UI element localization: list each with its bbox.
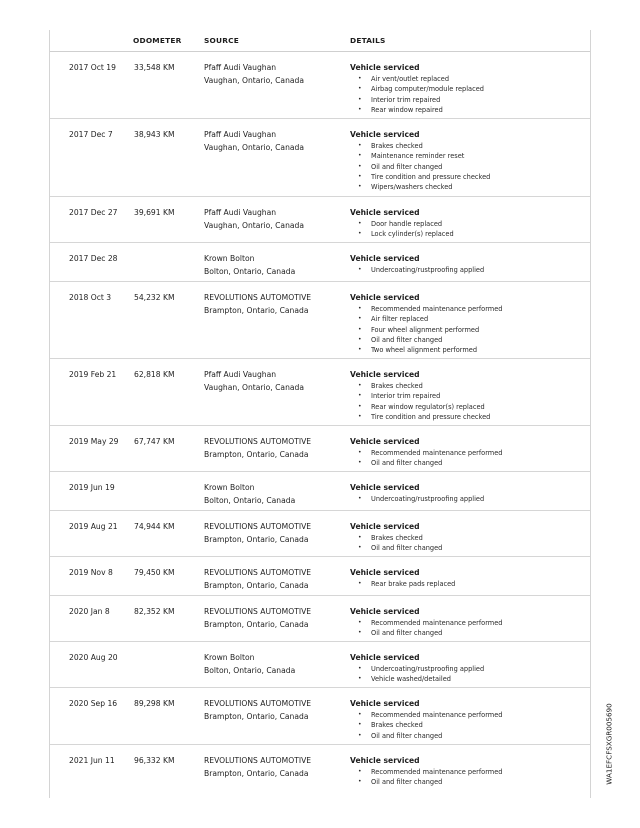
row-date: 2018 Oct 3 (69, 293, 112, 302)
table-header (50, 30, 590, 52)
details-list (350, 304, 502, 355)
details-title: Vehicle serviced (350, 653, 420, 662)
source-location: Bolton, Ontario, Canada (204, 495, 296, 505)
row-odometer: 79,450 KM (134, 568, 175, 577)
row-details (350, 62, 484, 115)
row-details (350, 292, 502, 355)
details-item: • Rear brake pads replaced (350, 579, 455, 589)
row-source (204, 698, 311, 723)
source-location: Vaughan, Ontario, Canada (204, 382, 305, 392)
details-item: • Brakes checked (350, 381, 490, 391)
details-title: Vehicle serviced (350, 208, 420, 217)
header-odometer: ODOMETER (133, 36, 182, 45)
source-name: Pfaff Audi Vaughan (204, 63, 277, 72)
details-item: • Recommended maintenance performed (350, 448, 502, 458)
source-name: Pfaff Audi Vaughan (204, 370, 277, 379)
row-date: 2020 Aug 20 (69, 653, 118, 662)
row-source (204, 129, 304, 154)
details-item: • Air vent/outlet replaced (350, 74, 484, 84)
source-name: REVOLUTIONS AUTOMOTIVE (204, 756, 312, 765)
row-odometer: 96,332 KM (134, 756, 175, 765)
row-source (204, 482, 295, 507)
details-item: • Lock cylinder(s) replaced (350, 229, 454, 239)
row-details (350, 207, 454, 240)
row-details (350, 652, 484, 685)
row-details (350, 129, 490, 192)
details-item: • Four wheel alignment performed (350, 325, 502, 335)
source-name: REVOLUTIONS AUTOMOTIVE (204, 699, 312, 708)
row-details (350, 369, 490, 422)
source-location: Brampton, Ontario, Canada (204, 619, 309, 629)
details-item: • Tire condition and pressure checked (350, 172, 490, 182)
source-name: Krown Bolton (204, 483, 255, 492)
row-date: 2020 Jan 8 (69, 607, 110, 616)
row-odometer: 62,818 KM (134, 370, 175, 379)
row-odometer: 39,691 KM (134, 208, 175, 217)
source-name: Krown Bolton (204, 653, 255, 662)
table-row (50, 596, 590, 642)
details-item: • Recommended maintenance performed (350, 710, 502, 720)
details-item: • Brakes checked (350, 533, 442, 543)
details-item: • Maintenance reminder reset (350, 151, 490, 161)
row-date: 2017 Dec 28 (69, 254, 118, 263)
table-row (50, 745, 590, 791)
details-item: • Recommended maintenance performed (350, 618, 502, 628)
details-list (350, 74, 484, 115)
details-item: • Oil and filter changed (350, 628, 502, 638)
row-date: 2019 Jun 19 (69, 483, 115, 492)
source-location: Vaughan, Ontario, Canada (204, 142, 305, 152)
row-date: 2020 Sep 16 (69, 699, 118, 708)
row-source (204, 567, 311, 592)
details-item: • Interior trim repaired (350, 95, 484, 105)
details-item: • Door handle replaced (350, 219, 454, 229)
row-date: 2019 May 29 (69, 437, 119, 446)
details-list (350, 219, 454, 240)
table-row (50, 197, 590, 243)
source-location: Brampton, Ontario, Canada (204, 534, 309, 544)
details-title: Vehicle serviced (350, 607, 420, 616)
source-location: Brampton, Ontario, Canada (204, 305, 309, 315)
details-list (350, 381, 490, 422)
details-item: • Airbag computer/module replaced (350, 84, 484, 94)
source-location: Brampton, Ontario, Canada (204, 768, 309, 778)
details-item: • Air filter replaced (350, 314, 502, 324)
source-location: Brampton, Ontario, Canada (204, 580, 309, 590)
details-list (350, 767, 502, 788)
header-source: SOURCE (204, 36, 239, 45)
table-row (50, 52, 590, 119)
row-details (350, 482, 484, 504)
source-name: Pfaff Audi Vaughan (204, 208, 277, 217)
details-list (350, 664, 484, 685)
row-date: 2019 Feb 21 (69, 370, 117, 379)
row-odometer: 67,747 KM (134, 437, 175, 446)
row-source (204, 207, 304, 232)
row-source (204, 652, 295, 677)
details-title: Vehicle serviced (350, 293, 420, 302)
details-item: • Rear window regulator(s) replaced (350, 402, 490, 412)
row-date: 2019 Nov 8 (69, 568, 113, 577)
source-name: REVOLUTIONS AUTOMOTIVE (204, 607, 312, 616)
details-item: • Oil and filter changed (350, 777, 502, 787)
table-row (50, 359, 590, 426)
row-source (204, 292, 311, 317)
details-list (350, 265, 484, 275)
source-name: REVOLUTIONS AUTOMOTIVE (204, 437, 312, 446)
details-list (350, 494, 484, 504)
details-title: Vehicle serviced (350, 522, 420, 531)
source-location: Brampton, Ontario, Canada (204, 711, 309, 721)
source-name: Pfaff Audi Vaughan (204, 130, 277, 139)
source-location: Vaughan, Ontario, Canada (204, 75, 305, 85)
source-name: REVOLUTIONS AUTOMOTIVE (204, 293, 312, 302)
details-title: Vehicle serviced (350, 437, 420, 446)
row-date: 2017 Dec 27 (69, 208, 118, 217)
row-details (350, 567, 455, 589)
row-date: 2019 Aug 21 (69, 522, 118, 531)
source-location: Bolton, Ontario, Canada (204, 266, 296, 276)
row-date: 2017 Oct 19 (69, 63, 116, 72)
details-item: • Interior trim repaired (350, 391, 490, 401)
details-item: • Tire condition and pressure checked (350, 412, 490, 422)
vin-label (603, 704, 615, 784)
table-row (50, 426, 590, 472)
source-location: Vaughan, Ontario, Canada (204, 220, 305, 230)
details-title: Vehicle serviced (350, 568, 420, 577)
source-location: Brampton, Ontario, Canada (204, 449, 309, 459)
table-body (50, 52, 590, 791)
row-source (204, 755, 311, 780)
details-item: • Undercoating/rustproofing applied (350, 494, 484, 504)
source-name: REVOLUTIONS AUTOMOTIVE (204, 522, 312, 531)
details-list (350, 141, 490, 192)
details-list (350, 533, 442, 554)
table-row (50, 557, 590, 596)
row-details (350, 436, 502, 469)
row-date: 2017 Dec 7 (69, 130, 113, 139)
details-title: Vehicle serviced (350, 483, 420, 492)
details-title: Vehicle serviced (350, 370, 420, 379)
details-title: Vehicle serviced (350, 130, 420, 139)
row-source (204, 62, 304, 87)
details-item: • Brakes checked (350, 141, 490, 151)
row-odometer: 74,944 KM (134, 522, 175, 531)
row-odometer: 38,943 KM (134, 130, 175, 139)
table-row (50, 472, 590, 511)
details-list (350, 710, 502, 741)
details-list (350, 579, 455, 589)
row-odometer: 89,298 KM (134, 699, 175, 708)
details-list (350, 618, 502, 639)
row-details (350, 606, 502, 639)
header-details: DETAILS (350, 36, 386, 45)
source-name: Krown Bolton (204, 254, 255, 263)
details-title: Vehicle serviced (350, 756, 420, 765)
source-location: Bolton, Ontario, Canada (204, 665, 296, 675)
details-item: • Oil and filter changed (350, 543, 442, 553)
details-item: • Oil and filter changed (350, 458, 502, 468)
table-row (50, 243, 590, 282)
table-row (50, 642, 590, 688)
row-odometer: 82,352 KM (134, 607, 175, 616)
row-source (204, 369, 304, 394)
source-name: REVOLUTIONS AUTOMOTIVE (204, 568, 312, 577)
table-row (50, 688, 590, 745)
details-item: • Oil and filter changed (350, 335, 502, 345)
vin-text: WA1EFCFSXGR005690 (604, 703, 614, 785)
details-item: • Vehicle washed/detailed (350, 674, 484, 684)
details-title: Vehicle serviced (350, 699, 420, 708)
details-item: • Two wheel alignment performed (350, 345, 502, 355)
details-item: • Oil and filter changed (350, 162, 490, 172)
row-odometer: 54,232 KM (134, 293, 175, 302)
row-source (204, 253, 295, 278)
details-title: Vehicle serviced (350, 254, 420, 263)
details-item: • Rear window repaired (350, 105, 484, 115)
service-history-table (49, 30, 591, 798)
details-item: • Oil and filter changed (350, 731, 502, 741)
table-row (50, 282, 590, 359)
details-item: • Recommended maintenance performed (350, 304, 502, 314)
row-details (350, 698, 502, 741)
details-title: Vehicle serviced (350, 63, 420, 72)
row-details (350, 253, 484, 275)
row-details (350, 521, 442, 554)
table-row (50, 119, 590, 197)
row-date: 2021 Jun 11 (69, 756, 115, 765)
details-item: • Recommended maintenance performed (350, 767, 502, 777)
row-source (204, 436, 311, 461)
details-item: • Wipers/washers checked (350, 182, 490, 192)
details-item: • Brakes checked (350, 720, 502, 730)
details-item: • Undercoating/rustproofing applied (350, 265, 484, 275)
row-source (204, 606, 311, 631)
table-row (50, 511, 590, 557)
details-item: • Undercoating/rustproofing applied (350, 664, 484, 674)
row-odometer: 33,548 KM (134, 63, 175, 72)
details-list (350, 448, 502, 469)
row-details (350, 755, 502, 788)
row-source (204, 521, 311, 546)
